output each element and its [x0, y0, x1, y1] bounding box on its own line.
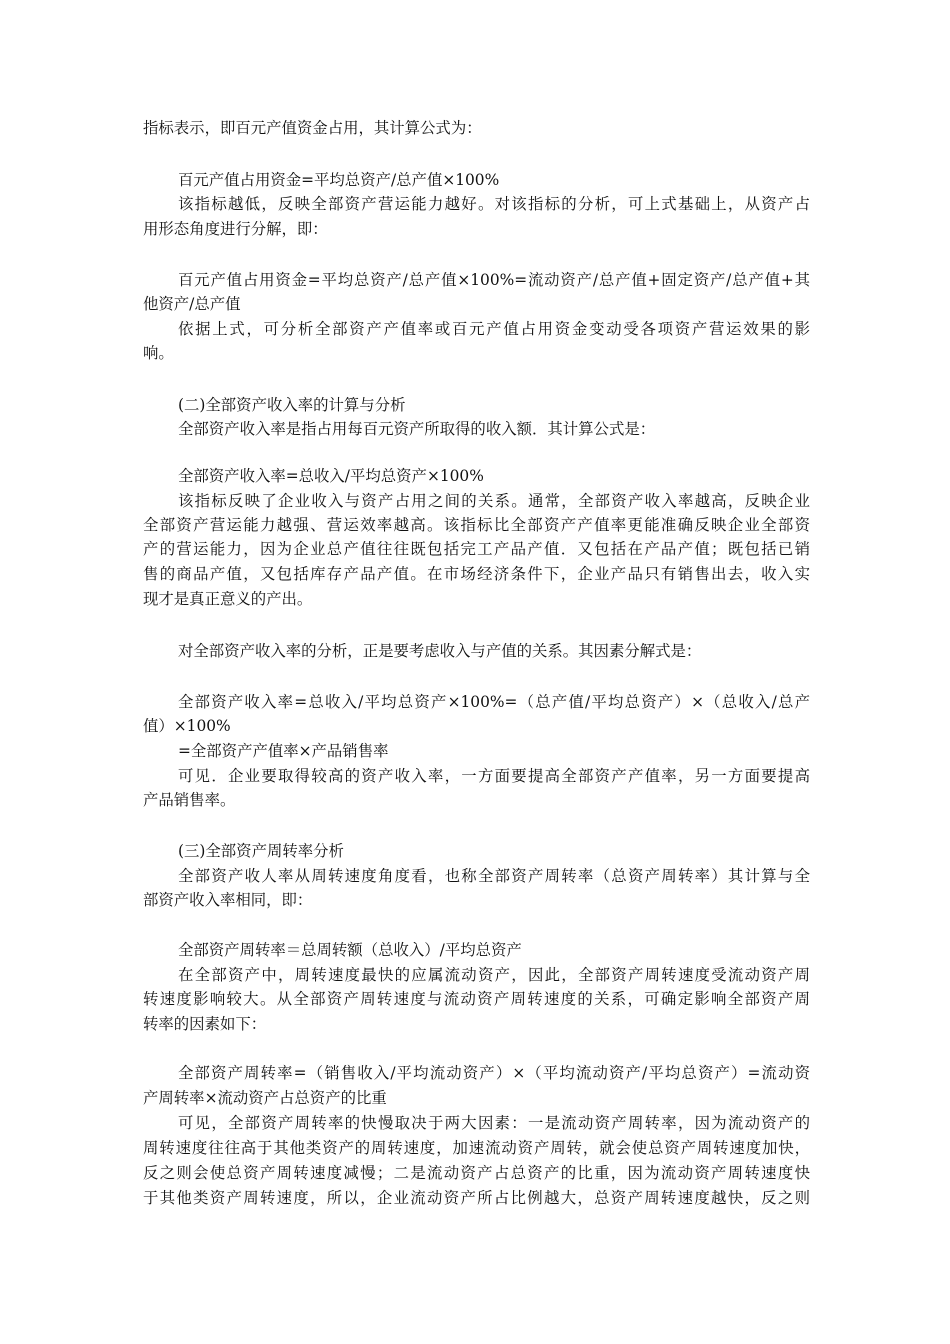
- paragraph-line: 全部资产收入率是指占用每百元资产所取得的收入额．其计算公式是：: [178, 420, 656, 438]
- paragraph-line: 值）×100%: [143, 717, 231, 735]
- paragraph-line: 全部资产收入率=总收入/平均总资产×100%=（总产值/平均总资产）×（总收入/总产: [178, 693, 810, 711]
- paragraph-line: 产周转率×流动资产占总资产的比重: [143, 1089, 387, 1107]
- paragraph-line: 百元产值占用资金=平均总资产/总产值×100%=流动资产/总产值+固定资产/总产值+其: [178, 271, 810, 289]
- paragraph-line: 周转速度往往高于其他类资产的周转速度，加速流动资产周转，就会使总资产周转速度加快，: [143, 1139, 810, 1157]
- paragraph-line: 全部资产周转率=（销售收入/平均流动资产）×（平均流动资产/平均总资产）=流动资: [178, 1064, 810, 1082]
- paragraph-line: 响。: [143, 344, 174, 362]
- paragraph-line: 现才是真正意义的产出。: [143, 590, 313, 608]
- paragraph-line: 转速度影响较大。从全部资产周转速度与流动资产周转速度的关系，可确定影响全部资产周: [143, 990, 810, 1008]
- paragraph-line: 全部资产周转率＝总周转额（总收入）/平均总资产: [178, 941, 522, 959]
- paragraph-line: 转率的因素如下：: [143, 1015, 267, 1033]
- paragraph-line: 用形态角度进行分解，即：: [143, 220, 328, 238]
- paragraph-line: (三)全部资产周转率分析: [178, 842, 344, 860]
- paragraph-line: 售的商品产值，又包括库存产品产值。在市场经济条件下，企业产品只有销售出去，收入实: [143, 565, 810, 583]
- paragraph-line: 对全部资产收入率的分析，正是要考虑收入与产值的关系。其因素分解式是：: [178, 642, 702, 660]
- paragraph-line: 该指标越低，反映全部资产营运能力越好。对该指标的分析，可上式基础上，从资产占: [178, 195, 810, 213]
- paragraph-line: 于其他类资产周转速度，所以，企业流动资产所占比例越大，总资产周转速度越快，反之则: [143, 1189, 810, 1207]
- paragraph-line: 部资产收入率相同，即：: [143, 891, 313, 909]
- paragraph-line: 在全部资产中，周转速度最快的应属流动资产，因此，全部资产周转速度受流动资产周: [178, 966, 810, 984]
- paragraph-line: 该指标反映了企业收入与资产占用之间的关系。通常，全部资产收入率越高，反映企业: [178, 492, 810, 510]
- paragraph-line: (二)全部资产收入率的计算与分析: [178, 396, 406, 414]
- paragraph-line: 可见．企业要取得较高的资产收入率，一方面要提高全部资产产值率，另一方面要提高: [178, 767, 810, 785]
- paragraph-line: 依据上式，可分析全部资产产值率或百元产值占用资金变动受各项资产营运效果的影: [178, 320, 810, 338]
- paragraph-line: 他资产/总产值: [143, 295, 241, 313]
- paragraph-line: =全部资产产值率×产品销售率: [178, 742, 389, 760]
- paragraph-line: 产品销售率。: [143, 791, 236, 809]
- paragraph-line: 全部资产收入率=总收入/平均总资产×100%: [178, 467, 484, 485]
- paragraph-line: 全部资产收人率从周转速度角度看，也称全部资产周转率（总资产周转率）其计算与全: [178, 867, 810, 885]
- paragraph-line: 产的营运能力，因为企业总产值往往既包括完工产品产值．又包括在产品产值；既包括已销: [143, 540, 810, 558]
- paragraph-line: 百元产值占用资金=平均总资产/总产值×100%: [178, 171, 500, 189]
- paragraph-line: 指标表示，即百元产值资金占用，其计算公式为：: [143, 119, 482, 137]
- paragraph-line: 可见，全部资产周转率的快慢取决于两大因素：一是流动资产周转率，因为流动资产的: [178, 1114, 810, 1132]
- paragraph-line: 全部资产营运能力越强、营运效率越高。该指标比全部资产产值率更能准确反映企业全部资: [143, 516, 810, 534]
- paragraph-line: 反之则会使总资产周转速度减慢；二是流动资产占总资产的比重，因为流动资产周转速度快: [143, 1164, 810, 1182]
